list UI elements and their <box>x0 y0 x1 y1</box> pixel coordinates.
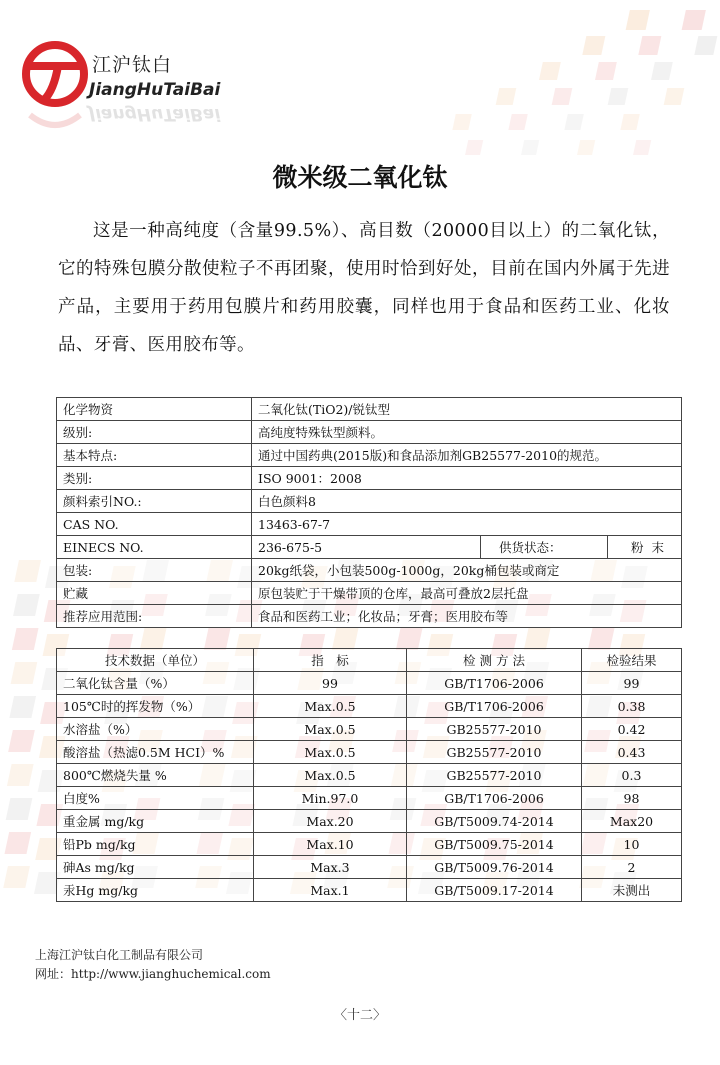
tech-header-row <box>57 649 682 672</box>
info-value: 通过中国药典(2015版)和食品添加剂GB25577-2010的规范。 <box>252 444 682 467</box>
page-title: 微米级二氧化钛 <box>272 163 448 192</box>
tech-result: 0.43 <box>582 741 682 764</box>
tech-result: 99 <box>582 672 682 695</box>
info-row <box>57 398 682 421</box>
tech-spec: Max.0.5 <box>254 695 407 718</box>
tech-method: GB/T5009.76-2014 <box>407 856 582 879</box>
info-key: EINECS NO. <box>57 536 252 559</box>
tech-result: 0.42 <box>582 718 682 741</box>
tech-method: GB/T5009.17-2014 <box>407 879 582 902</box>
tech-method: GB/T5009.74-2014 <box>407 810 582 833</box>
tech-item: 砷As mg/kg <box>57 856 254 879</box>
info-row <box>57 582 682 605</box>
tech-item: 800℃燃烧失量 % <box>57 764 254 787</box>
tech-method: GB/T1706-2006 <box>407 787 582 810</box>
page-number: 〈十二〉 <box>333 1008 386 1023</box>
info-key: 基本特点: <box>57 444 252 467</box>
info-value: 二氧化钛(TiO2)/锐钛型 <box>252 398 682 421</box>
tech-item: 水溶盐（%） <box>57 718 254 741</box>
info-extra-key: 供货状态： <box>481 536 608 559</box>
tech-result: 10 <box>582 833 682 856</box>
info-value: 高纯度特殊钛型颜料。 <box>252 421 682 444</box>
intro-paragraph: 这是一种高纯度（含量99.5%）、高目数（20000目以上）的二氧化钛，它的特殊包膜分散使粒子不再团聚，使用时恰到好处，目前在国内外属于先进产品，主要用于药用包膜片和药用胶囊，同样也用于食品和医药工业、化妆品、牙膏、医用胶布等。 <box>58 221 670 355</box>
tech-row <box>57 718 682 741</box>
tech-result: Max20 <box>582 810 682 833</box>
info-row <box>57 421 682 444</box>
tech-row <box>57 741 682 764</box>
tech-header-item: 技术数据（单位） <box>57 649 254 672</box>
info-extra-value: 粉 末 <box>608 536 682 559</box>
tech-result: 未测出 <box>582 879 682 902</box>
tech-row <box>57 879 682 902</box>
tech-spec: Max.0.5 <box>254 718 407 741</box>
tech-method: GB/T1706-2006 <box>407 672 582 695</box>
footer-company: 上海江沪钛白化工制品有限公司 <box>35 948 204 962</box>
info-key: 颜料索引NO.: <box>57 490 252 513</box>
tech-spec: Max.3 <box>254 856 407 879</box>
tech-method: GB25577-2010 <box>407 764 582 787</box>
tech-spec: Max.0.5 <box>254 764 407 787</box>
info-row <box>57 444 682 467</box>
tech-row <box>57 672 682 695</box>
footer-website: 网址：http://www.jianghuchemical.com <box>35 967 271 981</box>
info-value: 13463-67-7 <box>252 513 682 536</box>
info-key: 类别: <box>57 467 252 490</box>
logo-english-name: JiangHuTaiBai <box>89 80 221 100</box>
product-info-table <box>56 397 682 628</box>
info-value: 原包装贮于干燥带顶的仓库，最高可叠放2层托盘 <box>252 582 682 605</box>
info-value: 20kg纸袋，小包装500g-1000g，20kg桶包装或商定 <box>252 559 682 582</box>
tech-row <box>57 856 682 879</box>
technical-data-table <box>56 648 682 902</box>
tech-row <box>57 695 682 718</box>
info-key: CAS NO. <box>57 513 252 536</box>
info-key: 包装: <box>57 559 252 582</box>
tech-method: GB/T1706-2006 <box>407 695 582 718</box>
info-row <box>57 605 682 628</box>
tech-header-method: 检 测 方 法 <box>407 649 582 672</box>
tech-row <box>57 810 682 833</box>
tech-result: 2 <box>582 856 682 879</box>
tech-result: 0.38 <box>582 695 682 718</box>
info-key: 推荐应用范围: <box>57 605 252 628</box>
info-key: 化学物资 <box>57 398 252 421</box>
tech-spec: Max.10 <box>254 833 407 856</box>
tech-item: 105℃时的挥发物（%） <box>57 695 254 718</box>
logo-chinese-name: 江沪钛白 <box>92 54 173 76</box>
tech-item: 铅Pb mg/kg <box>57 833 254 856</box>
info-key: 贮藏 <box>57 582 252 605</box>
tech-method: GB/T5009.75-2014 <box>407 833 582 856</box>
tech-result: 98 <box>582 787 682 810</box>
tech-item: 白度% <box>57 787 254 810</box>
info-row <box>57 513 682 536</box>
tech-spec: 99 <box>254 672 407 695</box>
tech-spec: Min.97.0 <box>254 787 407 810</box>
info-row <box>57 490 682 513</box>
tech-row <box>57 833 682 856</box>
tech-method: GB25577-2010 <box>407 718 582 741</box>
tech-result: 0.3 <box>582 764 682 787</box>
info-row <box>57 467 682 490</box>
logo-english-reflection: JiangHuTaiBai <box>89 104 221 124</box>
info-value: 白色颜料8 <box>252 490 682 513</box>
tech-spec: Max.0.5 <box>254 741 407 764</box>
tech-header-result: 检验结果 <box>582 649 682 672</box>
tech-spec: Max.20 <box>254 810 407 833</box>
info-row <box>57 559 682 582</box>
info-value: 236-675-5 <box>252 536 481 559</box>
info-value: 食品和医药工业；化妆品；牙膏；医用胶布等 <box>252 605 682 628</box>
tech-header-spec: 指 标 <box>254 649 407 672</box>
tech-row <box>57 764 682 787</box>
tech-method: GB25577-2010 <box>407 741 582 764</box>
tech-item: 汞Hg mg/kg <box>57 879 254 902</box>
tech-item: 重金属 mg/kg <box>57 810 254 833</box>
tech-item: 二氧化钛含量（%） <box>57 672 254 695</box>
tech-item: 酸溶盐（热滤0.5M HCI）% <box>57 741 254 764</box>
info-value: ISO 9001：2008 <box>252 467 682 490</box>
tech-row <box>57 787 682 810</box>
tech-spec: Max.1 <box>254 879 407 902</box>
info-row <box>57 536 682 559</box>
info-key: 级别: <box>57 421 252 444</box>
